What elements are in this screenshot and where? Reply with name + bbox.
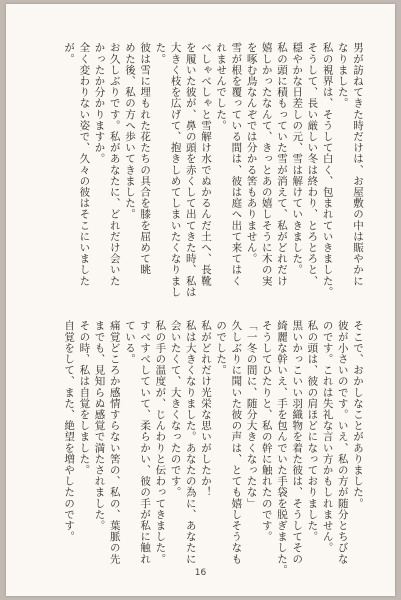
text-line: めた後、私の方へ歩いてきました。: [123, 42, 136, 220]
text-line: 彼が小さいのです。いえ、私の方が随分とちびな: [336, 320, 349, 565]
text-line: 私の頭に積もっていた雪が消えて、私がどれだけ: [275, 42, 288, 287]
text-line: 自覚をして、また、絶望を増やしたのです。: [63, 320, 76, 542]
text-line: 雪が根を覆っている間は、彼は庭へ出て来てはく: [230, 42, 243, 287]
text-line: すべすべしていて、柔らかい、彼の手が私に触れ: [139, 320, 152, 565]
text-line: のです。これは失礼な言い方かもしれません。: [321, 320, 334, 554]
text-line: 久しぶりに聞いた彼の声は、とても嬉しそうなも: [230, 320, 243, 565]
text-line: かったか分かりますか。: [93, 42, 106, 165]
text-line: 全く変わりない姿で、久々の彼はそこにいました: [78, 42, 91, 287]
page-number: 16: [194, 568, 207, 578]
text-line: そうしてひたりと、私の幹に触れたのです。: [260, 320, 273, 542]
text-line: お久しぶりです。私があなたに、どれだけ会いた: [108, 42, 121, 287]
text-line: 「一冬の間に、随分大きくなったな」: [245, 320, 258, 509]
text-line: れませんでした。: [215, 42, 228, 131]
text-line: べしゃべしゃと雪解け水でぬかるんだ土へ、長靴: [199, 42, 212, 287]
text-line: 私がどれだけ光栄な思いがしたか！: [199, 320, 212, 498]
text-line: のでした。: [215, 320, 228, 376]
text-line: までも、見知らぬ感覚で満たされました。: [93, 320, 106, 531]
text-line: 私の頭は、彼の肩ほどになっておりました。: [306, 320, 319, 542]
text-line: 男が訪ねてきた時だけは、お屋敷の中は賑やかに: [352, 42, 364, 287]
text-line: 彼は雪に埋もれた花たちの具合を膝を屈めて眺: [139, 42, 152, 276]
text-line: なりました。: [336, 42, 349, 109]
text-line: 大きく枝を広げて、抱きしめてしまいたくなりまし: [169, 42, 182, 298]
text-line: 会いたくて、大きくなったのです。: [169, 320, 182, 498]
book-page: [6, 4, 395, 596]
text-line: 痛覚どころか感情すらない筈の、私の、葉脈の先: [108, 320, 121, 565]
text-line: その時、私は自覚をしました。: [78, 320, 91, 476]
text-line: た。: [154, 42, 167, 65]
text-line: 嬉しかったなんて、きっとあの嬉しそうに木の実: [260, 42, 273, 287]
text-line: 黒いかっこいい羽織物を着た彼は、そうしてその: [291, 320, 304, 565]
text-line: が。: [63, 42, 76, 65]
text-line: を啄む鳥なんぞでは分かる筈もありません。: [245, 42, 258, 264]
text-block-top: [61, 42, 365, 298]
text-line: 私の手の温度が、じんわりと伝わってきました。: [154, 320, 167, 565]
text-line: そうして、長い厳しい冬は終わり、とろとろと、: [306, 42, 319, 287]
text-line: 私は大きくなりました。あなたの為に、あなたに: [184, 320, 197, 565]
text-line: 私の視界は、そうして白く、包まれていきました。: [321, 42, 334, 298]
text-line: 綺麗な幹いえ、手を包んでいた手袋を脱ぎました。: [275, 320, 288, 576]
text-line: 穏やかな日差しの元、雪は解けていきました。: [291, 42, 304, 276]
text-line: ている。: [123, 320, 136, 365]
text-line: そこで、おかしなことがありました。: [352, 320, 364, 509]
text-line: を履いた彼が、鼻の頭を赤くして出てきた時、私は: [184, 42, 197, 298]
